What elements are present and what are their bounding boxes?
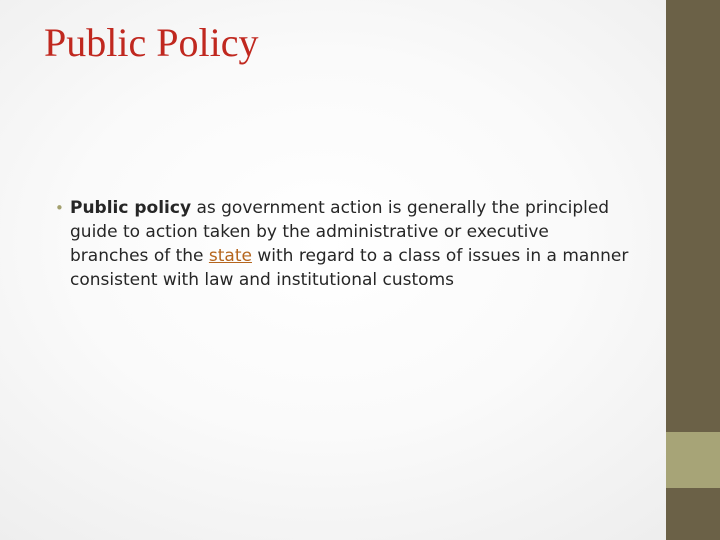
sidebar-dark-bar: [666, 0, 720, 432]
bullet-icon: •: [55, 199, 64, 217]
bold-term: Public policy: [70, 198, 192, 218]
slide-content: [52, 196, 632, 292]
bullet-text-after-link: with regard to a class of issues in a manner consistent with law and institutional customs: [70, 246, 629, 290]
bullet-item: [52, 196, 632, 292]
state-link[interactable]: state: [208, 246, 252, 266]
sidebar-light-bar: [666, 432, 720, 488]
slide-title: Public Policy: [44, 20, 259, 65]
sidebar-dark-bar-bottom: [666, 488, 720, 540]
bullet-text-before-link: as government action is generally the principled guide to action taken by the administrative or executive branches of the: [70, 198, 610, 266]
